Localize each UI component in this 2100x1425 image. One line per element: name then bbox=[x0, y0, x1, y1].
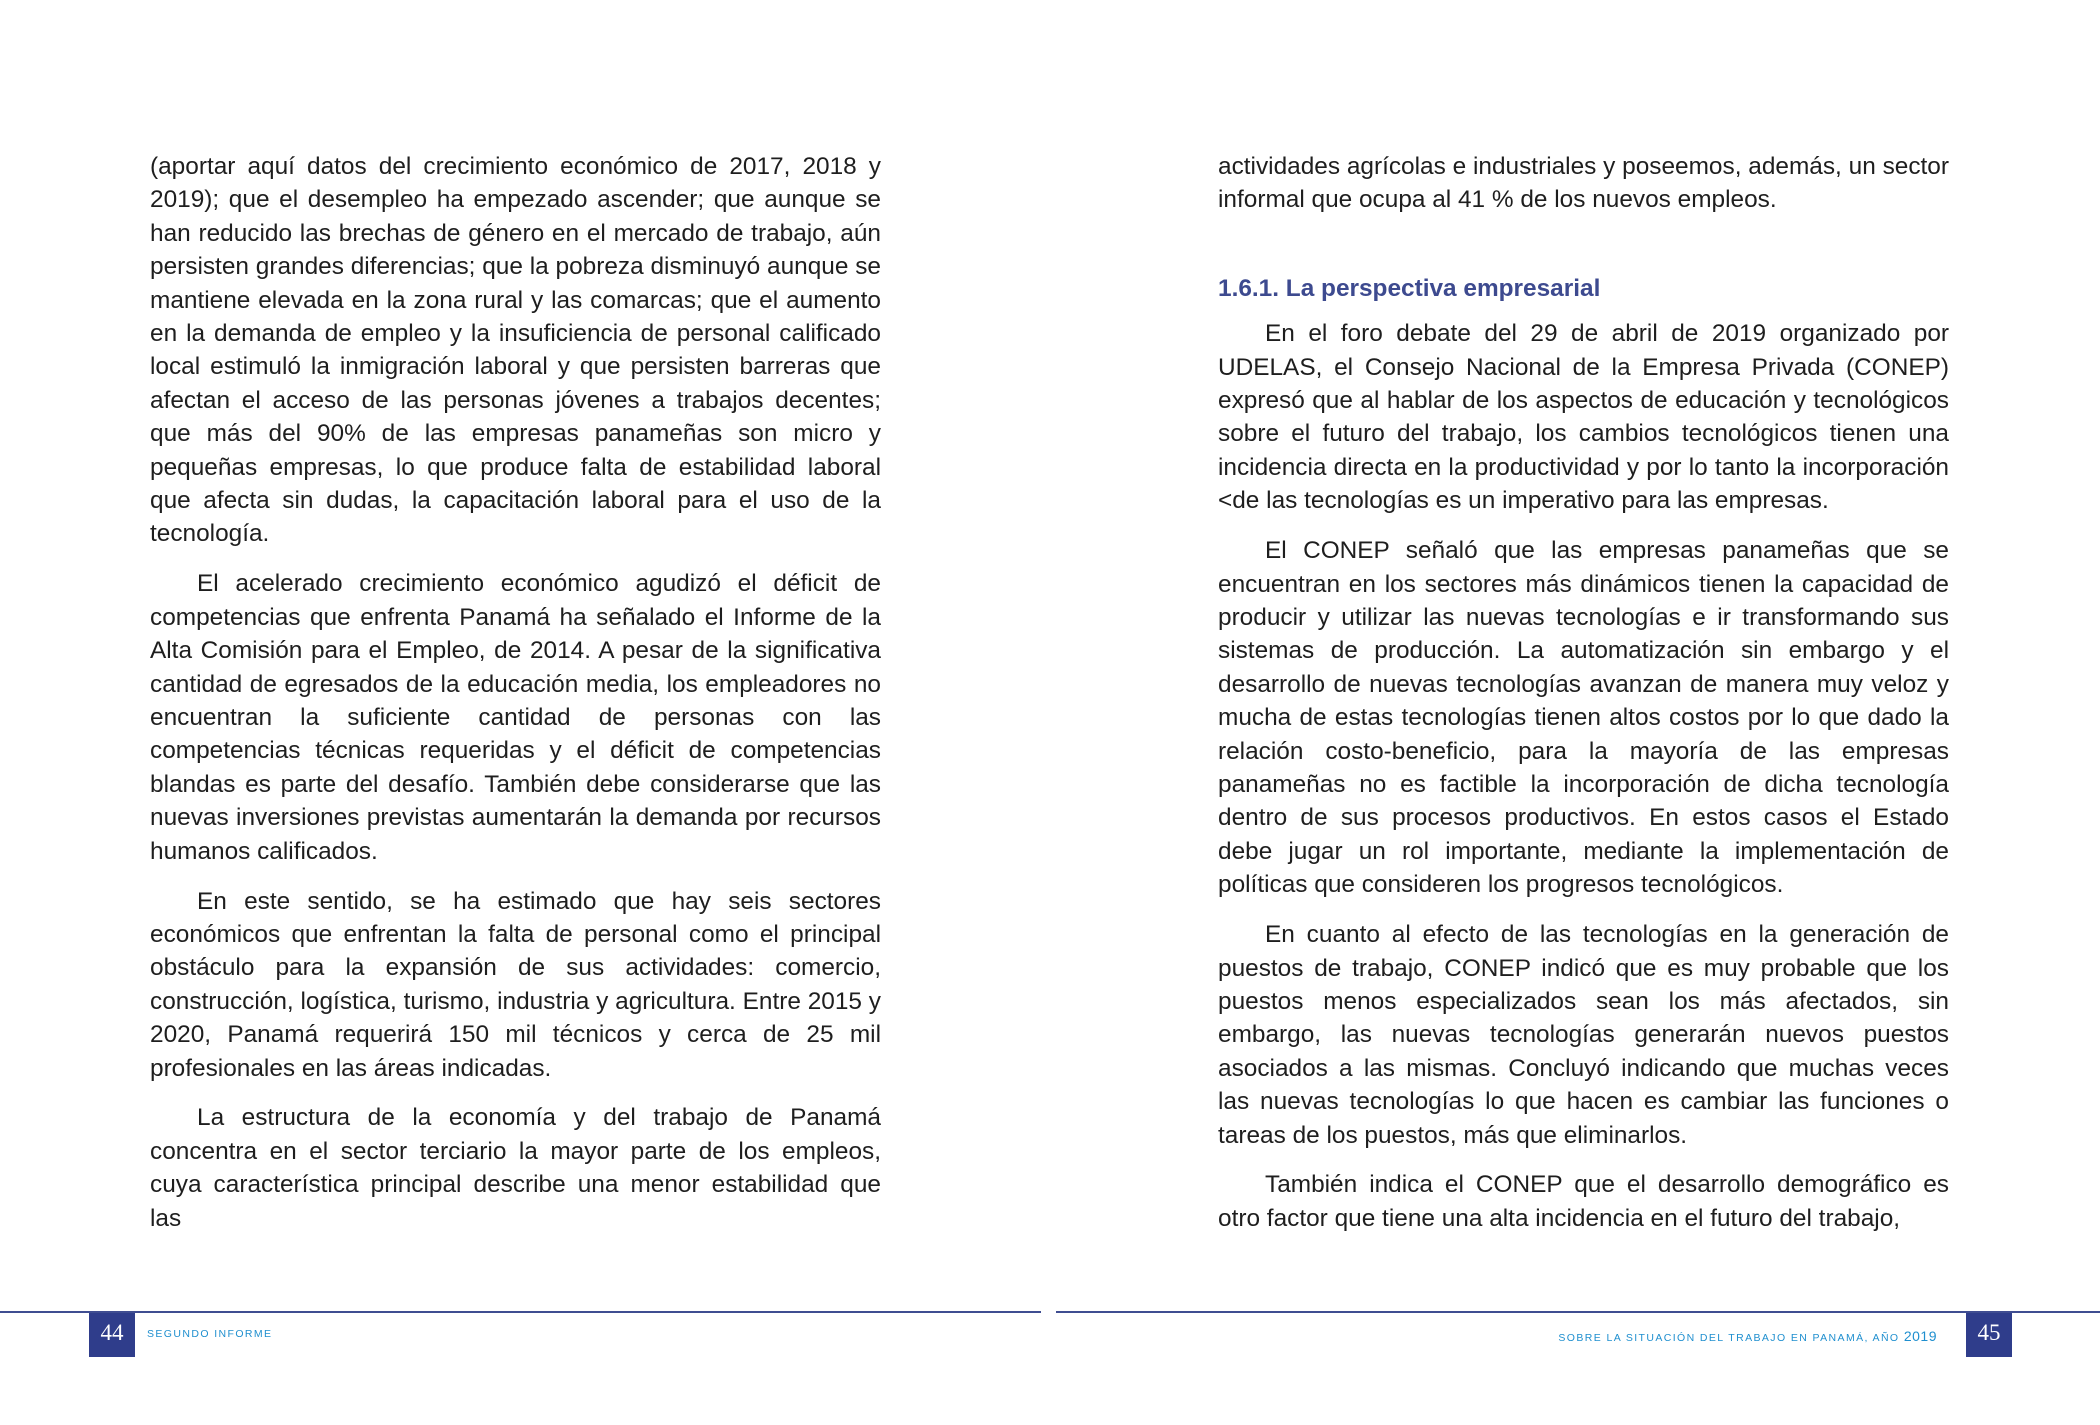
paragraph-3: En cuanto al efecto de las tecnologías en la generación de puestos de trabajo, CONEP indicó que es muy probable que los puestos menos especializados sean los más afectados, sin embargo, las nuevas tecnologías generarán nuevos puestos asociados a las mismas. Concluyó indicando que muchas veces las nuevas tecnologías lo que hacen es cambiar las funciones o tareas de los puestos, más que eliminarlos. bbox=[1218, 921, 1949, 1149]
section-heading: 1.6.1. La perspectiva empresarial bbox=[1218, 274, 1601, 302]
running-head bbox=[147, 1328, 272, 1340]
running-head-text: SEGUNDO INFORME bbox=[147, 1328, 273, 1340]
paragraph-4: La estructura de la economía y del trabajo de Panamá concentra en el sector terciario la mayor parte de los empleos, cuya característica principal describe una menor estabilidad que las bbox=[150, 1104, 881, 1232]
right-page bbox=[1050, 0, 2100, 1425]
continuation-paragraph: actividades agrícolas e industriales y poseemos, además, un sector informal que ocupa al 41 % de los nuevos empleos. bbox=[1218, 153, 1949, 214]
running-head bbox=[1558, 1328, 1937, 1344]
running-head-year: 2019 bbox=[1903, 1328, 1937, 1344]
paragraph-1: En el foro debate del 29 de abril de 2019 organizado por UDELAS, el Consejo Nacional de la Empresa Privada (CONEP) expresó que al hablar de los aspectos de educación y tecnológicos sobre el futuro del trabajo, los cambios tecnológicos tienen una incidencia directa en la productividad y por lo tanto la incorporación <de las tecnologías es un imperativo para las empresas. bbox=[1218, 320, 1949, 515]
paragraph-1: (aportar aquí datos del crecimiento económico de 2017, 2018 y 2019); que el desempleo ha empezado ascender; que aunque se han reducido las brechas de género en el mercado de trabajo, aún persisten grandes diferencias; que la pobreza disminuyó aunque se mantiene elevada en la zona rural y las comarcas; que el aumento en la demanda de empleo y la insuficiencia de personal calificado local estimuló la inmigración laboral y que persisten barreras que afectan el acceso de las personas jóvenes a trabajos decentes; que más del 90% de las empresas panameñas son micro y pequeñas empresas, lo que produce falta de estabilidad laboral que afecta sin dudas, la capacitación laboral para el uso de la tecnología. bbox=[150, 153, 881, 548]
page-number: 44 bbox=[89, 1313, 135, 1357]
paragraph-4: También indica el CONEP que el desarrollo demográfico es otro factor que tiene una alta incidencia en el futuro del trabajo, bbox=[1218, 1171, 1949, 1232]
running-head-text: SOBRE LA SITUACIÓN DEL TRABAJO EN PANAMÁ, AÑO bbox=[1558, 1332, 1900, 1344]
paragraph-3: En este sentido, se ha estimado que hay seis sectores económicos que enfrentan la falta de personal como el principal obstáculo para la expansión de sus actividades: comercio, construcción, logística, turismo, industria y agricultura. Entre 2015 y 2020, Panamá requerirá 150 mil técnicos y cerca de 25 mil profesionales en las áreas indicadas. bbox=[150, 887, 881, 1082]
footer-rule bbox=[1056, 1311, 2100, 1313]
right-text-column bbox=[1218, 150, 1949, 1235]
paragraph-2: El acelerado crecimiento económico agudizó el déficit de competencias que enfrenta Panamá ha señalado el Informe de la Alta Comisión para el Empleo, de 2014. A pesar de la significativa cantidad de egresados de la educación media, los empleadores no encuentran la suficiente cantidad de personas con las competencias técnicas requeridas y el déficit de competencias blandas es parte del desafío. También debe considerarse que las nuevas inversiones previstas aumentarán la demanda por recursos humanos calificados. bbox=[150, 570, 881, 865]
page-number: 45 bbox=[1966, 1313, 2012, 1357]
left-text-column bbox=[150, 150, 881, 1235]
footer-rule bbox=[0, 1311, 1041, 1313]
paragraph-2: El CONEP señaló que las empresas panameñas que se encuentran en los sectores más dinámicos tienen la capacidad de producir y utilizar las nuevas tecnologías e ir transformando sus sistemas de producción. La automatización sin embargo y el desarrollo de nuevas tecnologías avanzan de manera muy veloz y mucha de estas tecnologías tienen altos costos por lo que dado la relación costo-beneficio, para la mayoría de las empresas panameñas no es factible la incorporación de dicha tecnología dentro de sus procesos productivos. En estos casos el Estado debe jugar un rol importante, mediante la implementación de políticas que consideren los progresos tecnológicos. bbox=[1218, 537, 1949, 899]
